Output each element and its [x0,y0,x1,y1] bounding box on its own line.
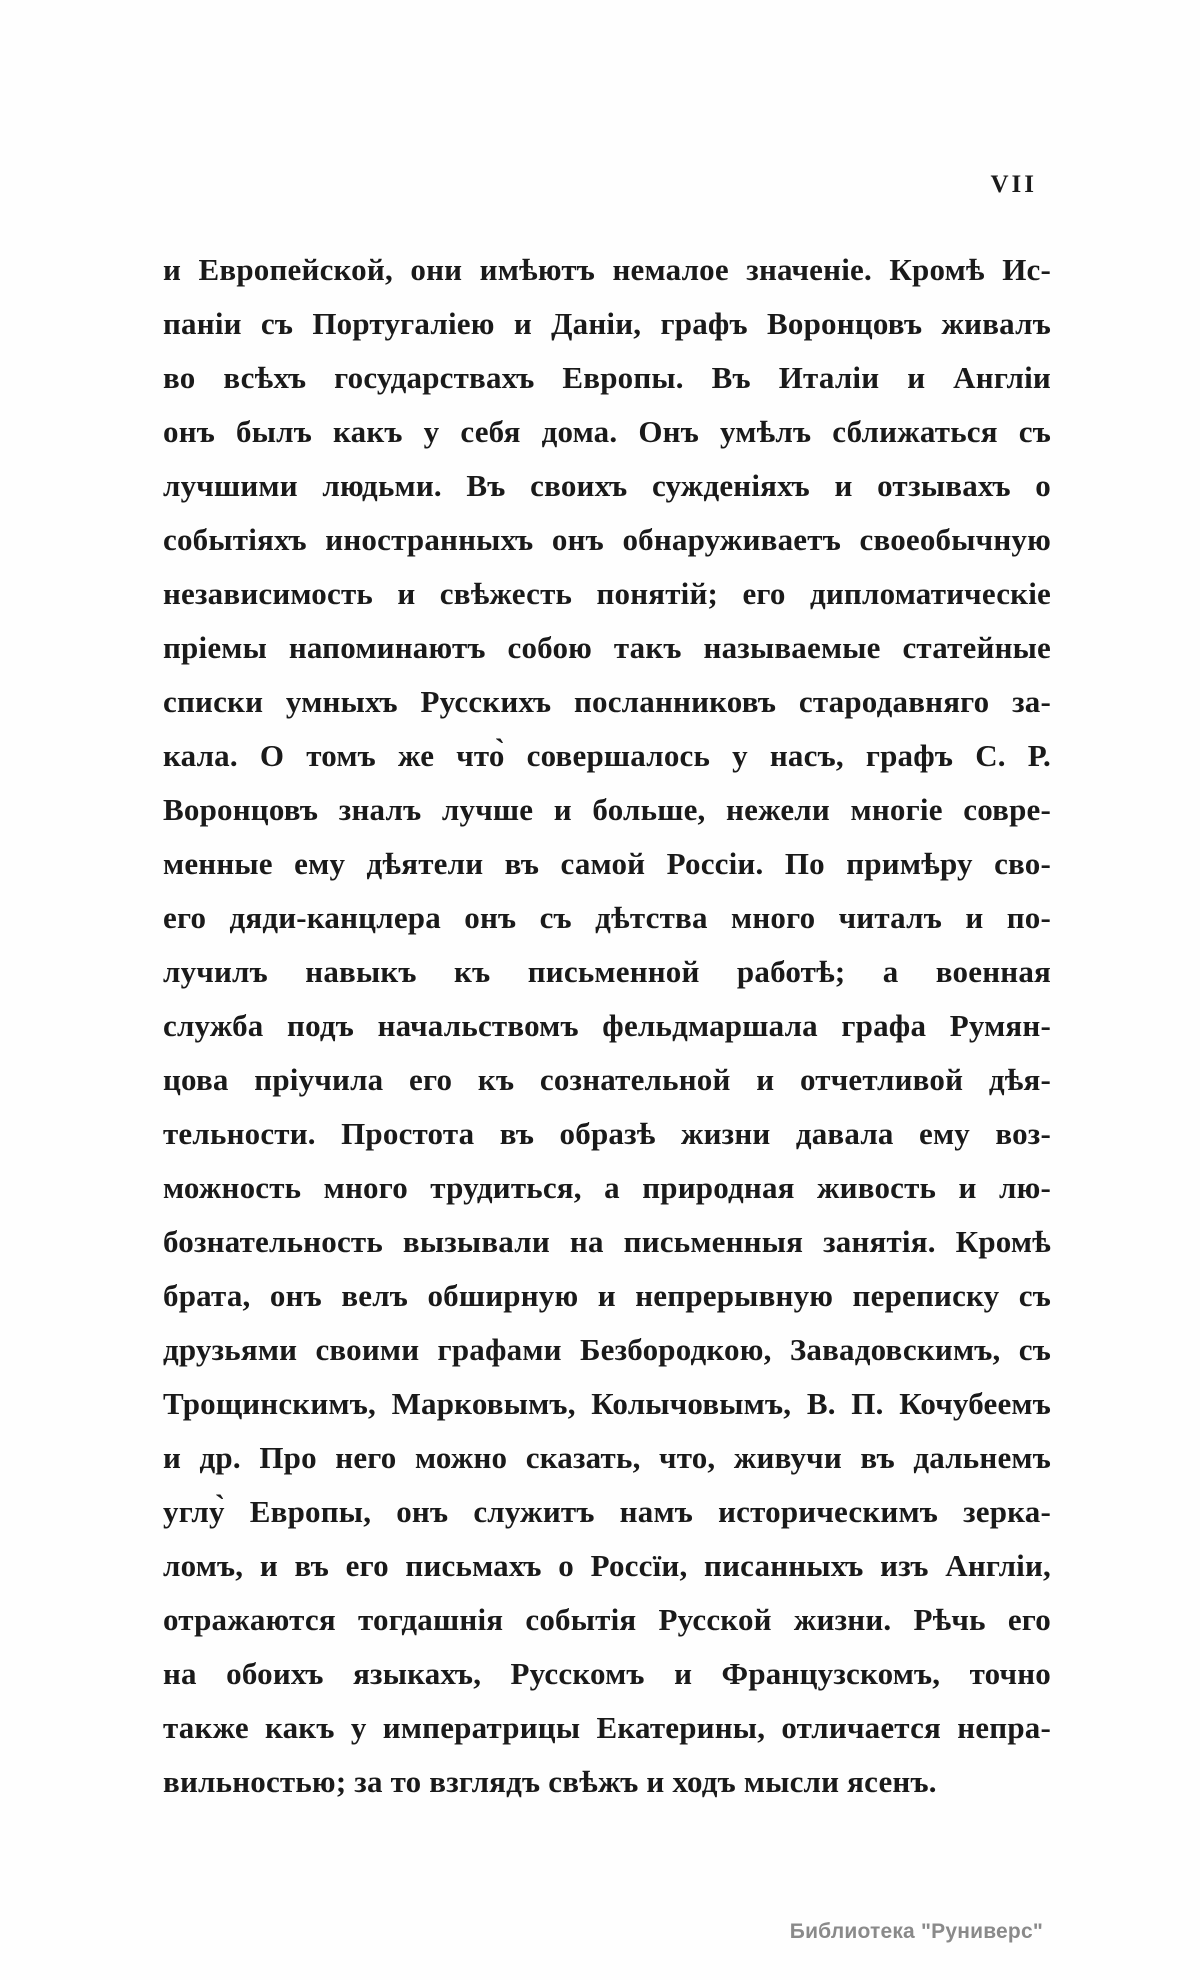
text-line: лучилъ навыкъ къ письменной работѣ; а военная [163,954,1051,989]
text-line: и Европейской, они имѣютъ немалое значеніе. Кромѣ Ис- [163,252,1051,287]
text-line: и др. Про него можно сказать, что, живучи въ дальнемъ [163,1440,1051,1475]
text-line: событіяхъ иностранныхъ онъ обнаруживаетъ своеобычную [163,522,1051,557]
text-line: брата, онъ велъ обширную и непрерывную переписку съ [163,1278,1051,1313]
text-line: менные ему дѣятели въ самой Россіи. По примѣру сво- [163,846,1051,881]
text-line: Воронцовъ зналъ лучше и больше, нежели многіе совре- [163,792,1051,827]
text-line: пріемы напоминаютъ собою такъ называемые статейные [163,630,1051,665]
text-line: также какъ у императрицы Екатерины, отличается непра- [163,1710,1051,1745]
text-line: ломъ, и въ его письмахъ о Россїи, писанныхъ изъ Англіи, [163,1548,1051,1583]
runiverse-library-watermark: Библиотека "Руниверс" [789,1920,1043,1943]
text-line: независимость и свѣжесть понятій; его дипломатическіе [163,576,1051,611]
text-line: можность много трудиться, а природная живость и лю- [163,1170,1051,1205]
page-number: VII [990,171,1037,198]
text-line: на обоихъ языкахъ, Русскомъ и Французскомъ, точно [163,1656,1051,1691]
text-line: лучшими людьми. Въ своихъ сужденіяхъ и отзывахъ о [163,468,1051,503]
text-line: углу̀ Европы, онъ служитъ намъ историческимъ зерка- [163,1494,1051,1529]
text-line: его дяди-канцлера онъ съ дѣтства много читалъ и по- [163,900,1051,935]
text-line: отражаются тогдашнія событія Русской жизни. Рѣчь его [163,1602,1051,1637]
text-line: кала. О томъ же что̀ совершалось у насъ, графъ С. Р. [163,738,1051,773]
text-line: служба подъ начальствомъ фельдмаршала графа Румян- [163,1008,1051,1043]
text-line: тельности. Простота въ образѣ жизни давала ему воз- [163,1116,1051,1151]
text-line: паніи съ Португаліею и Даніи, графъ Воронцовъ живалъ [163,306,1051,341]
body-text-block [163,243,1051,1809]
text-line: Трощинскимъ, Марковымъ, Колычовымъ, В. П. Кочубеемъ [163,1386,1051,1421]
text-line: во всѣхъ государствахъ Европы. Въ Италіи и Англіи [163,360,1051,395]
text-line: друзьями своими графами Безбородкою, Завадовскимъ, съ [163,1332,1051,1367]
text-line: бознательность вызывали на письменныя занятія. Кромѣ [163,1224,1051,1259]
text-line: вильностью; за то взглядъ свѣжъ и ходъ мысли ясенъ. [163,1764,937,1799]
text-line: онъ былъ какъ у себя дома. Онъ умѣлъ сближаться съ [163,414,1051,449]
text-line: списки умныхъ Русскихъ посланниковъ стародавняго за- [163,684,1051,719]
text-line: цова пріучила его къ сознательной и отчетливой дѣя- [163,1062,1051,1097]
